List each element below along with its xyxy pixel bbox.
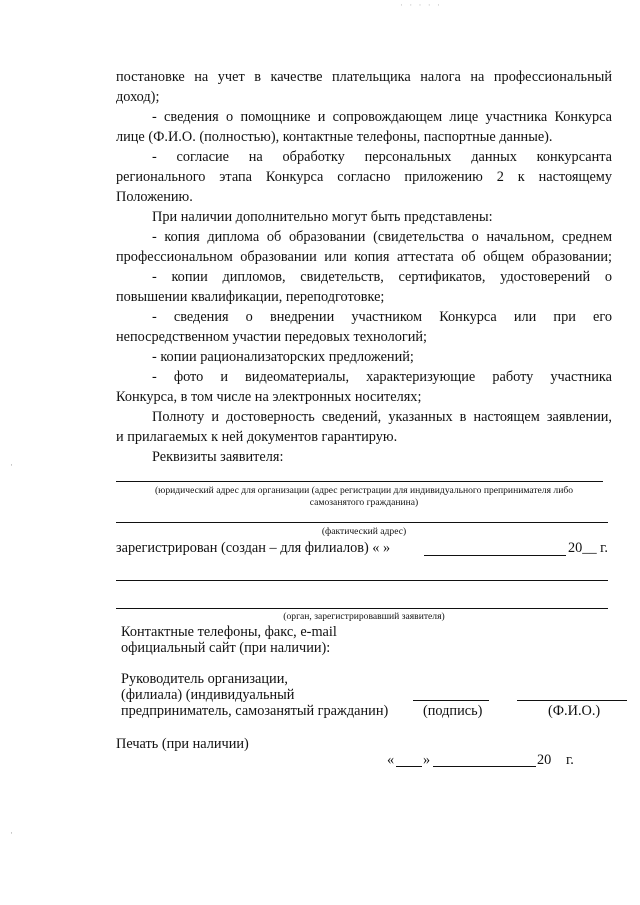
- head-label-1: Руководитель организации,: [121, 671, 288, 687]
- text-line: Полноту и достоверность сведений, указанных в настоящем заявлении,: [152, 409, 612, 425]
- text-line: При наличии дополнительно могут быть представлены:: [152, 209, 493, 225]
- contacts-label: Контактные телефоны, факс, e-mail: [121, 624, 337, 640]
- text-line: регионального этапа Конкурса согласно приложению 2 к настоящему: [116, 169, 612, 185]
- legal-address-line: [116, 481, 603, 482]
- seal-label: Печать (при наличии): [116, 736, 249, 752]
- text-line: лице (Ф.И.О. (полностью), контактные телефоны, паспортные данные).: [116, 129, 553, 145]
- text-line: постановке на учет в качестве плательщика налога на профессиональный: [116, 69, 612, 85]
- text-line: доход);: [116, 89, 160, 105]
- blank-line: [116, 580, 608, 581]
- text-line: - сведения о помощнике и сопровождающем лице участника Конкурса: [152, 109, 612, 125]
- text-line: Конкурса, в том числе на электронных носителях;: [116, 389, 422, 405]
- registered-year: 20__ г.: [568, 540, 608, 556]
- date-open-quote: «: [387, 752, 395, 768]
- text-line: - копии дипломов, свидетельств, сертификатов, удостоверений о: [152, 269, 612, 285]
- scan-marks: · · · · ·: [400, 0, 442, 10]
- actual-address-line: [116, 522, 608, 523]
- scan-speck: ·: [10, 828, 15, 838]
- text-line: - копии рационализаторских предложений;: [152, 349, 414, 365]
- date-day-line: [396, 766, 422, 767]
- registrar-line: [116, 608, 608, 609]
- legal-address-caption-2: самозанятого гражданина): [309, 497, 419, 508]
- date-close-quote: »: [423, 752, 431, 768]
- text-line: - фото и видеоматериалы, характеризующие работу участника: [152, 369, 612, 385]
- signature-caption: (подпись): [423, 703, 483, 719]
- text-line: повышении квалификации, переподготовке;: [116, 289, 385, 305]
- text-line: Положению.: [116, 189, 193, 205]
- registrar-caption: (орган, зарегистрировавший заявителя): [283, 611, 445, 622]
- text-line: - копия диплома об образовании (свидетельства о начальном, среднем: [152, 229, 612, 245]
- text-line: - сведения о внедрении участником Конкурса или при его: [152, 309, 612, 325]
- text-line: и прилагаемых к ней документов гарантирую.: [116, 429, 398, 445]
- name-caption: (Ф.И.О.): [548, 703, 601, 719]
- text-line: профессиональном образовании или копия аттестата об общем образовании;: [116, 249, 612, 265]
- text-line: непосредственном участии передовых технологий;: [116, 329, 428, 345]
- text-line: Реквизиты заявителя:: [152, 449, 284, 465]
- registered-date-line: [424, 555, 566, 556]
- actual-address-caption: (фактический адрес): [321, 526, 407, 537]
- head-label-2: (филиала) (индивидуальный: [121, 687, 295, 703]
- date-year-suffix: г.: [566, 752, 574, 768]
- scan-speck: ·: [10, 460, 15, 470]
- text-line: - согласие на обработку персональных данных конкурсанта: [152, 149, 612, 165]
- legal-address-caption: (юридический адрес для организации (адрес регистрации для индивидуального препринимателя либо: [154, 485, 574, 496]
- date-month-line: [433, 766, 536, 767]
- registered-label: зарегистрирован (создан – для филиалов) « »: [116, 540, 391, 556]
- date-year: 20: [537, 752, 552, 768]
- head-label-3: предприниматель, самозанятый гражданин): [121, 703, 389, 719]
- website-label: официальный сайт (при наличии):: [121, 640, 331, 656]
